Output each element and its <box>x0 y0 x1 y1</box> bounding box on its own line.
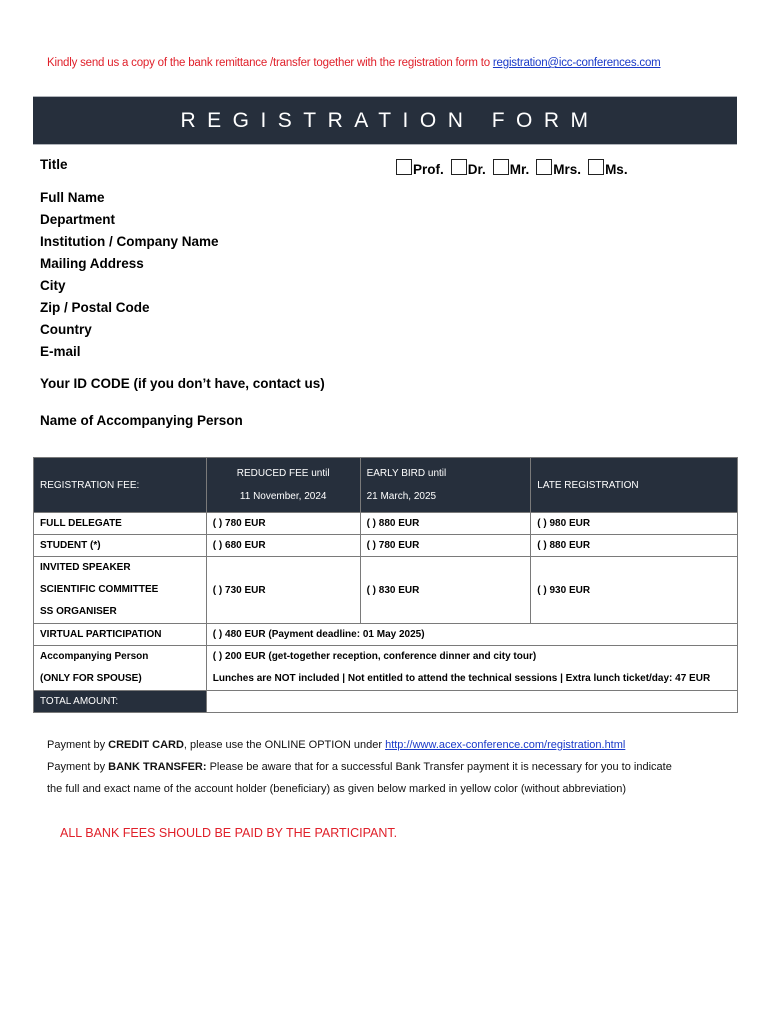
student-late[interactable]: ( ) 880 EUR <box>531 535 738 557</box>
accompanying-person-fee[interactable] <box>206 646 737 691</box>
invited-late[interactable]: ( ) 930 EUR <box>531 557 738 624</box>
header-early-bird <box>360 458 531 513</box>
form-title: REGISTRATION FORM <box>180 108 600 132</box>
reduced-fee-date: 11 November, 2024 <box>239 491 327 502</box>
table-row <box>34 513 738 535</box>
credit-card-payment-text <box>47 739 625 751</box>
ss-organiser-line: SS ORGANISER <box>40 606 117 617</box>
accompanying-fee-line: ( ) 200 EUR (get-together reception, conference dinner and city tour) <box>212 651 537 662</box>
country-label: Country <box>40 322 92 337</box>
total-amount-field[interactable] <box>206 691 737 713</box>
accompanying-person-line: Accompanying Person <box>40 651 149 662</box>
reduced-fee-title: REDUCED FEE until <box>236 468 330 479</box>
table-row <box>34 624 738 646</box>
card-rest: , please use the ONLINE OPTION under <box>183 739 386 751</box>
id-code-label: Your ID CODE (if you don’t have, contact us) <box>40 376 325 391</box>
checkbox-icon[interactable] <box>451 159 467 175</box>
table-row <box>34 557 738 624</box>
bank-rest: Please be aware that for a successful Bank Transfer payment it is necessary for you to indicate <box>206 761 672 773</box>
online-registration-link[interactable]: http://www.acex-conference.com/registration.html <box>385 739 626 751</box>
full-delegate-label: FULL DELEGATE <box>34 513 207 535</box>
student-reduced[interactable]: ( ) 680 EUR <box>206 535 360 557</box>
header-late-registration: LATE REGISTRATION <box>531 458 738 513</box>
title-option-prof[interactable] <box>396 159 444 177</box>
invited-reduced[interactable]: ( ) 730 EUR <box>206 557 360 624</box>
title-option-label: Dr. <box>467 162 486 177</box>
accompanying-conditions-line: Lunches are NOT included | Not entitled to attend the technical sessions | Extra lunch ticket/day: 47 EUR <box>212 673 711 684</box>
email-label: E-mail <box>40 344 81 359</box>
accompanying-person-fee-label <box>34 646 207 691</box>
header-registration-fee: REGISTRATION FEE: <box>34 458 207 513</box>
zip-code-label: Zip / Postal Code <box>40 300 150 315</box>
table-row <box>34 691 738 713</box>
early-bird-title: EARLY BIRD until <box>366 468 447 479</box>
student-label: STUDENT (*) <box>34 535 207 557</box>
checkbox-icon[interactable] <box>493 159 509 175</box>
title-option-label: Prof. <box>413 162 444 177</box>
institution-label: Institution / Company Name <box>40 234 219 249</box>
title-option-label: Ms. <box>605 162 628 177</box>
virtual-participation-fee[interactable]: ( ) 480 EUR (Payment deadline: 01 May 2025) <box>206 624 737 646</box>
table-row <box>34 646 738 691</box>
card-prefix: Payment by <box>47 739 109 751</box>
card-bold: CREDIT CARD <box>108 739 184 751</box>
student-early[interactable]: ( ) 780 EUR <box>360 535 531 557</box>
form-title-banner <box>33 96 737 145</box>
invited-early[interactable]: ( ) 830 EUR <box>360 557 531 624</box>
bank-transfer-payment-text <box>47 761 672 773</box>
virtual-participation-label: VIRTUAL PARTICIPATION <box>34 624 207 646</box>
accompanying-person-label: Name of Accompanying Person <box>40 413 243 428</box>
mailing-address-label: Mailing Address <box>40 256 144 271</box>
title-label: Title <box>40 157 68 172</box>
notice-text: Kindly send us a copy of the bank remittance /transfer together with the registration form to <box>47 57 493 69</box>
bank-bold: BANK TRANSFER: <box>108 761 207 773</box>
invited-speaker-line: INVITED SPEAKER <box>40 562 131 573</box>
city-label: City <box>40 278 66 293</box>
only-for-spouse-line: (ONLY FOR SPOUSE) <box>40 673 142 684</box>
remittance-notice <box>47 57 661 69</box>
bank-transfer-payment-text-2: the full and exact name of the account holder (beneficiary) as given below marked in yellow color (without abbreviation) <box>47 783 627 795</box>
full-delegate-late[interactable]: ( ) 980 EUR <box>531 513 738 535</box>
title-option-ms[interactable] <box>588 159 628 177</box>
checkbox-icon[interactable] <box>396 159 412 175</box>
registration-email-link[interactable]: registration@icc-conferences.com <box>492 57 661 69</box>
total-amount-label: TOTAL AMOUNT: <box>34 691 207 713</box>
full-delegate-reduced[interactable]: ( ) 780 EUR <box>206 513 360 535</box>
bank-prefix: Payment by <box>47 761 109 773</box>
title-option-mrs[interactable] <box>536 159 581 177</box>
title-option-label: Mrs. <box>553 162 582 177</box>
fee-table-header <box>34 458 738 513</box>
invited-speaker-label <box>34 557 207 624</box>
title-option-label: Mr. <box>509 162 530 177</box>
checkbox-icon[interactable] <box>588 159 604 175</box>
title-option-mr[interactable] <box>493 159 530 177</box>
full-delegate-early[interactable]: ( ) 880 EUR <box>360 513 531 535</box>
header-reduced-fee <box>206 458 360 513</box>
title-option-dr[interactable] <box>451 159 486 177</box>
full-name-label: Full Name <box>40 190 105 205</box>
early-bird-date: 21 March, 2025 <box>366 491 437 502</box>
title-options <box>396 159 635 177</box>
scientific-committee-line: SCIENTIFIC COMMITTEE <box>40 584 159 595</box>
table-row <box>34 535 738 557</box>
department-label: Department <box>40 212 116 227</box>
bank-fees-note: ALL BANK FEES SHOULD BE PAID BY THE PARTICIPANT. <box>60 826 398 840</box>
registration-fee-table <box>33 457 738 713</box>
checkbox-icon[interactable] <box>536 159 552 175</box>
